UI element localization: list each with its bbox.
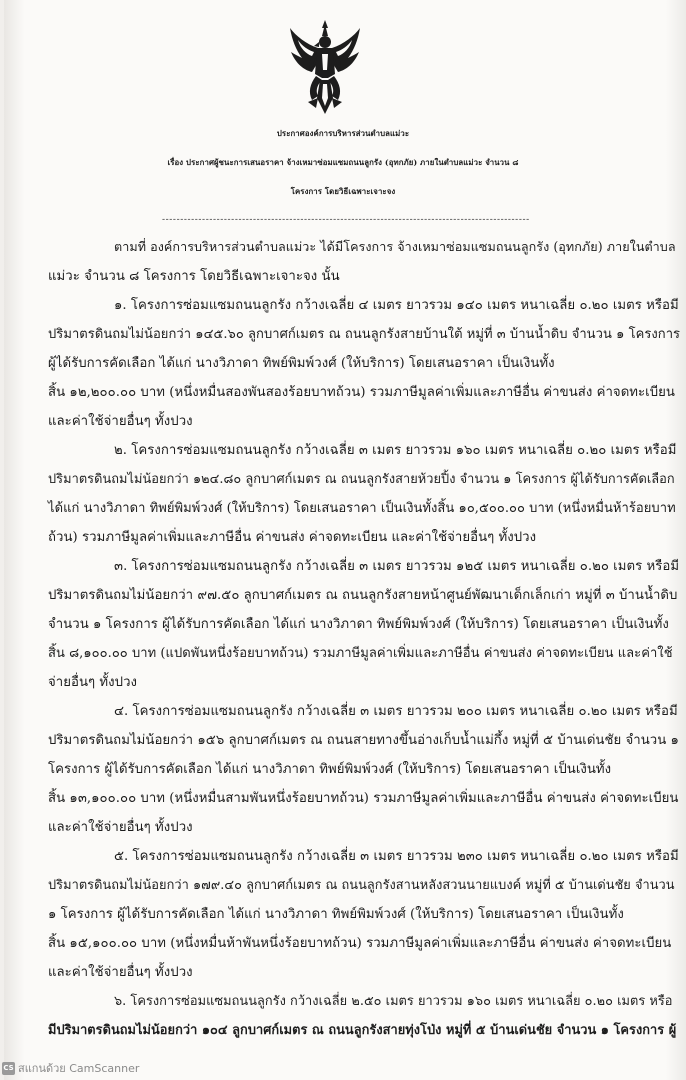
body-line: ปริมาตรดินถมไม่น้อยกว่า ๙๗.๕๐ ลูกบาศก์เมตร ณ ถนนลูกรังสายหน้าศูนย์พัฒนาเด็กเล็กเก่า หมู่ที่ ๓ บ้านน้ำดิบ bbox=[48, 588, 678, 603]
body-line: ผู้ได้รับการคัดเลือก ได้แก่ นางวิภาดา ทิพย์พิมพ์วงศ์ (ให้บริการ) โดยเสนอราคา เป็นเงินทั้ง bbox=[48, 356, 555, 371]
body-line: ถ้วน) รวมภาษีมูลค่าเพิ่มและภาษีอื่น ค่าขนส่ง ค่าจดทะเบียน และค่าใช้จ่ายอื่นๆ ทั้งปวง bbox=[48, 530, 537, 545]
body-line: จำนวน ๑ โครงการ ผู้ได้รับการคัดเลือก ได้แก่ นางวิภาดา ทิพย์พิมพ์วงศ์ (ให้บริการ) โดยเสนอราคา เป็นเงินทั้ง bbox=[48, 617, 669, 632]
body-line: จ่ายอื่นๆ ทั้งปวง bbox=[48, 675, 138, 690]
garuda-emblem-icon bbox=[288, 18, 362, 118]
camscanner-icon: CS bbox=[2, 1062, 15, 1075]
body-line: ๕. โครงการซ่อมแซมถนนลูกรัง กว้างเฉลี่ย ๓ เมตร ยาวรวม ๒๓๐ เมตร หนาเฉลี่ย ๐.๒๐ เมตร หรือมี bbox=[114, 849, 679, 864]
announcement-org-title: ประกาศองค์การบริหารส่วนตำบลแม่วะ bbox=[276, 129, 410, 138]
body-line: ตามที่ องค์การบริหารส่วนตำบลแม่วะ ได้มีโครงการ จ้างเหมาซ่อมแซมถนนลูกรัง (อุทกภัย) ภายในตำบล bbox=[114, 239, 676, 254]
body-line: ๔. โครงการซ่อมแซมถนนลูกรัง กว้างเฉลี่ย ๓ เมตร ยาวรวม ๒๐๐ เมตร หนาเฉลี่ย ๐.๒๐ เมตร หรือมี bbox=[114, 704, 678, 719]
body-line: ปริมาตรดินถมไม่น้อยกว่า ๑๒๔.๘๐ ลูกบาศก์เมตร ณ ถนนลูกรังสายห้วยปิ้ง จำนวน ๑ โครงการ ผู้ได้รับการคัดเลือก bbox=[48, 472, 675, 487]
body-line: สิ้น ๑๕,๑๐๐.๐๐ บาท (หนึ่งหมื่นห้าพันหนึ่งร้อยบาทถ้วน) รวมภาษีมูลค่าเพิ่มและภาษีอื่น ค่าขนส่ง ค่าจดทะเบียน bbox=[48, 936, 672, 951]
body-line: และค่าใช้จ่ายอื่นๆ ทั้งปวง bbox=[48, 414, 193, 429]
body-line: ๒. โครงการซ่อมแซมถนนลูกรัง กว้างเฉลี่ย ๓ เมตร ยาวรวม ๑๖๐ เมตร หนาเฉลี่ย ๐.๒๐ เมตร หรือมี bbox=[114, 443, 677, 458]
body-line: ๓. โครงการซ่อมแซมถนนลูกรัง กว้างเฉลี่ย ๓ เมตร ยาวรวม ๑๒๕ เมตร หนาเฉลี่ย ๐.๒๐ เมตร หรือมี bbox=[114, 559, 680, 574]
body-line: และค่าใช้จ่ายอื่นๆ ทั้งปวง bbox=[48, 965, 193, 980]
body-line: สิ้น ๑๓,๑๐๐.๐๐ บาท (หนึ่งหมื่นสามพันหนึ่งร้อยบาทถ้วน) รวมภาษีมูลค่าเพิ่มและภาษีอื่น ค่าขนส่ง ค่าจดทะเบียน bbox=[48, 791, 679, 806]
announcement-subject-continued: โครงการ โดยวิธีเฉพาะเจาะจง bbox=[290, 187, 396, 196]
announcement-subject: เรื่อง ประกาศผู้ชนะการเสนอราคา จ้างเหมาซ่อมแซมถนนลูกรัง (อุทกภัย) ภายในตำบลแม่วะ จำนวน ๘ bbox=[167, 158, 519, 167]
body-line: แม่วะ จำนวน ๘ โครงการ โดยวิธีเฉพาะเจาะจง นั้น bbox=[48, 269, 340, 284]
header-divider: ----------------------------------------------------------------------------------------------------- bbox=[162, 215, 530, 225]
scanner-watermark-label: สแกนด้วย CamScanner bbox=[18, 1062, 140, 1075]
body-line: และค่าใช้จ่ายอื่นๆ ทั้งปวง bbox=[48, 820, 193, 835]
body-line: ๑ โครงการ ผู้ได้รับการคัดเลือก ได้แก่ นางวิภาดา ทิพย์พิมพ์วงศ์ (ให้บริการ) โดยเสนอราคา เป็นเงินทั้ง bbox=[48, 907, 624, 922]
body-line: สิ้น ๑๒,๒๐๐.๐๐ บาท (หนึ่งหมื่นสองพันสองร้อยบาทถ้วน) รวมภาษีมูลค่าเพิ่มและภาษีอื่น ค่าขนส่ง ค่าจดทะเบียน bbox=[48, 385, 676, 400]
body-line: ได้แก่ นางวิภาดา ทิพย์พิมพ์วงศ์ (ให้บริการ) โดยเสนอราคา เป็นเงินทั้งสิ้น ๑๐,๕๐๐.๐๐ บาท (หนึ่งหมื่นห้าร้อยบาท bbox=[48, 501, 676, 516]
body-line: ปริมาตรดินถมไม่น้อยกว่า ๑๔๕.๖๐ ลูกบาศก์เมตร ณ ถนนลูกรังสายบ้านใต้ หมู่ที่ ๓ บ้านน้ำดิบ จำนวน ๑ โครงการ bbox=[48, 327, 681, 342]
body-line: ปริมาตรดินถมไม่น้อยกว่า ๑๕๖ ลูกบาศก์เมตร ณ ถนนสายทางขึ้นอ่างเก็บน้ำแม่กึ้ง หมู่ที่ ๕ บ้านเด่นชัย จำนวน ๑ bbox=[48, 733, 679, 748]
body-line: ๖. โครงการซ่อมแซมถนนลูกรัง กว้างเฉลี่ย ๒.๕๐ เมตร ยาวรวม ๑๖๐ เมตร หนาเฉลี่ย ๐.๒๐ เมตร หรือ bbox=[114, 994, 673, 1009]
body-line: ปริมาตรดินถมไม่น้อยกว่า ๑๗๙.๔๐ ลูกบาศก์เมตร ณ ถนนลูกรังสานหลังสวนนายแบงค์ หมู่ที่ ๕ บ้านเด่นชัย จำนวน bbox=[48, 878, 675, 893]
body-line: มีปริมาตรดินถมไม่น้อยกว่า ๑๐๔ ลูกบาศก์เมตร ณ ถนนลูกรังสายทุ่งโป่ง หมู่ที่ ๕ บ้านเด่นชัย จำนวน ๑ โครงการ ผู้ bbox=[48, 1023, 677, 1038]
body-line: โครงการ ผู้ได้รับการคัดเลือก ได้แก่ นางวิภาดา ทิพย์พิมพ์วงศ์ (ให้บริการ) โดยเสนอราคา เป็นเงินทั้ง bbox=[48, 762, 612, 777]
body-line: ๑. โครงการซ่อมแซมถนนลูกรัง กว้างเฉลี่ย ๔ เมตร ยาวรวม ๑๔๐ เมตร หนาเฉลี่ย ๐.๒๐ เมตร หรือมี bbox=[114, 298, 679, 313]
scanner-watermark bbox=[2, 1060, 139, 1076]
body-line: สิ้น ๘,๑๐๐.๐๐ บาท (แปดพันหนึ่งร้อยบาทถ้วน) รวมภาษีมูลค่าเพิ่มและภาษีอื่น ค่าขนส่ง ค่าจดทะเบียน และค่าใช้ bbox=[48, 646, 673, 661]
